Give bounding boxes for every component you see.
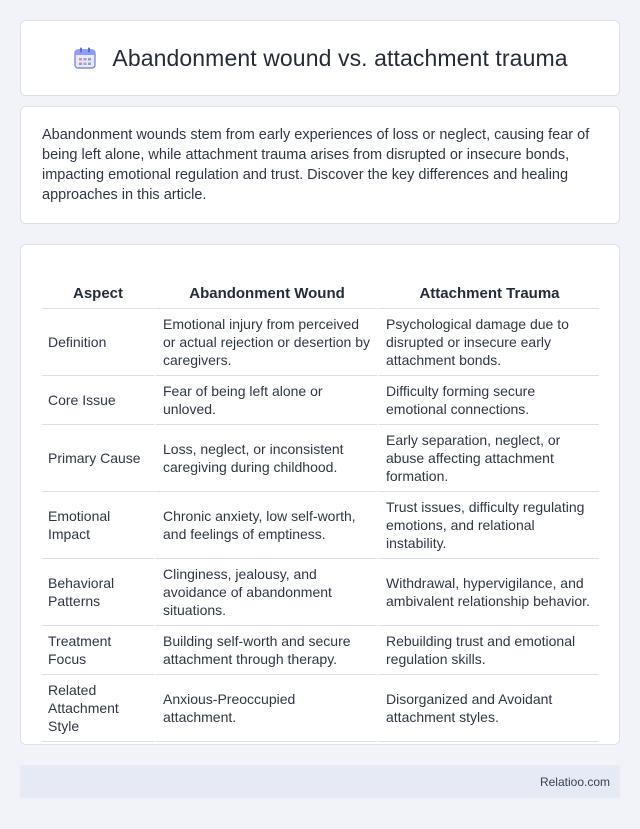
page-title: Abandonment wound vs. attachment trauma [112, 44, 568, 71]
row-aspect: Related Attachment Style [42, 675, 154, 742]
title-card [20, 20, 620, 96]
table-row [42, 675, 599, 742]
row-aspect: Behavioral Patterns [42, 559, 154, 626]
row-attachment: Trust issues, difficulty regulating emotions, and relational instability. [377, 492, 599, 559]
row-abandonment: Chronic anxiety, low self-worth, and feelings of emptiness. [154, 492, 377, 559]
table-header-row [42, 265, 599, 309]
row-aspect: Treatment Focus [42, 626, 154, 675]
row-attachment: Disorganized and Avoidant attachment styles. [377, 675, 599, 742]
comparison-table [42, 265, 599, 742]
header-aspect: Aspect [42, 265, 154, 309]
row-attachment: Early separation, neglect, or abuse affecting attachment formation. [377, 425, 599, 492]
table-row [42, 492, 599, 559]
row-attachment: Withdrawal, hypervigilance, and ambivalent relationship behavior. [377, 559, 599, 626]
row-aspect: Core Issue [42, 376, 154, 425]
table-row [42, 309, 599, 376]
calendar-icon [72, 45, 98, 71]
footer-brand[interactable]: Relatioo.com [539, 774, 610, 789]
row-aspect: Emotional Impact [42, 492, 154, 559]
row-abandonment: Clinginess, jealousy, and avoidance of abandonment situations. [154, 559, 377, 626]
table-row [42, 376, 599, 425]
footer [20, 765, 620, 798]
row-attachment: Difficulty forming secure emotional connections. [377, 376, 599, 425]
table-row [42, 626, 599, 675]
intro-card [20, 106, 620, 224]
intro-text: Abandonment wounds stem from early experiences of loss or neglect, causing fear of being left alone, while attachment trauma arises from disrupted or insecure bonds, impacting emotional regulation and trust. Discover the key differences and healing approaches in this article. [42, 127, 590, 203]
row-abandonment: Emotional injury from perceived or actual rejection or desertion by caregivers. [154, 309, 377, 376]
row-attachment: Rebuilding trust and emotional regulation skills. [377, 626, 599, 675]
row-abandonment: Loss, neglect, or inconsistent caregiving during childhood. [154, 425, 377, 492]
row-abandonment: Anxious-Preoccupied attachment. [154, 675, 377, 742]
table-row [42, 425, 599, 492]
header-attachment-trauma: Attachment Trauma [377, 265, 599, 309]
row-aspect: Primary Cause [42, 425, 154, 492]
header-abandonment-wound: Abandonment Wound [154, 265, 377, 309]
row-attachment: Psychological damage due to disrupted or insecure early attachment bonds. [377, 309, 599, 376]
table-row [42, 559, 599, 626]
comparison-table-card [20, 244, 620, 745]
row-abandonment: Fear of being left alone or unloved. [154, 376, 377, 425]
row-aspect: Definition [42, 309, 154, 376]
row-abandonment: Building self-worth and secure attachment through therapy. [154, 626, 377, 675]
